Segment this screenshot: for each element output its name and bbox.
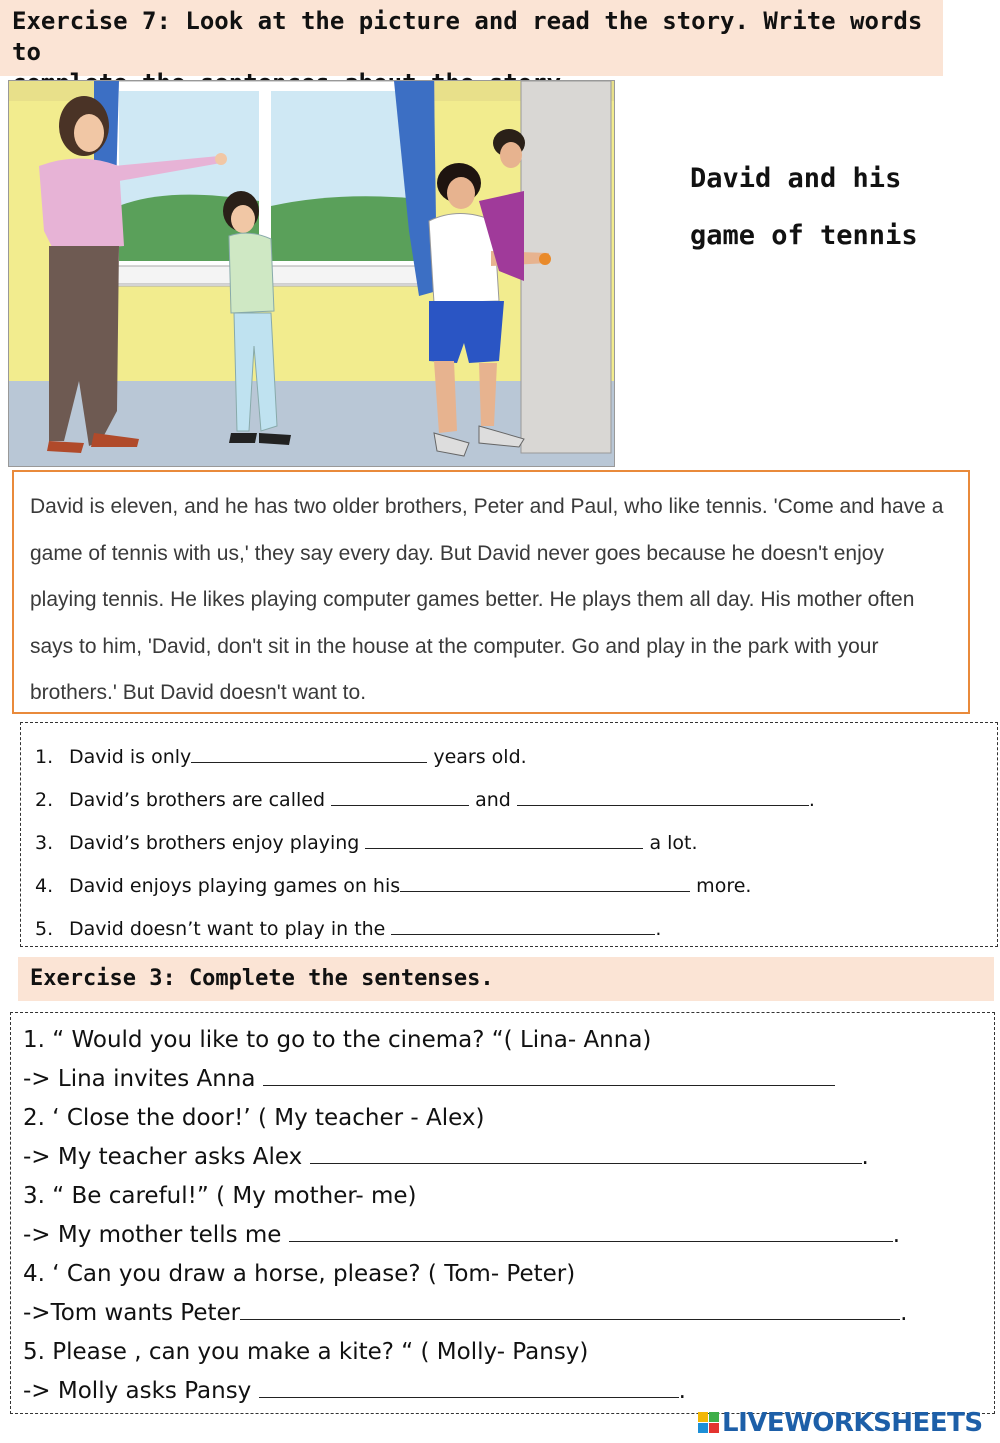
question-text-mid: and [469, 789, 517, 811]
answer-stem: -> Lina invites Anna [23, 1066, 263, 1092]
story-text-box [12, 470, 970, 714]
question-4 [35, 866, 997, 909]
question-number: 1. [35, 746, 54, 768]
answer-line-4 [23, 1294, 994, 1333]
answer-blank[interactable] [391, 915, 655, 935]
question-number: 5. [35, 918, 54, 940]
answer-end: . [900, 1300, 908, 1326]
liveworksheets-mark-icon [698, 1412, 720, 1434]
story-text: David is eleven, and he has two older brothers, Peter and Paul, who like tennis. 'Come and have a game of tennis with us,' they say every day. But David never goes because he doesn't enjoy playing tennis. He likes playing computer games better. He plays them all day. His mother often says to him, 'David, don't sit in the house at the computer. Go and play in the park with your brothers.' But David doesn't want to. [30, 495, 944, 704]
prompt-5: 5. Please , can you make a kite? “ ( Molly- Pansy) [23, 1339, 589, 1365]
question-number: 2. [35, 789, 54, 811]
answer-blank[interactable] [331, 786, 469, 806]
answer-blank[interactable] [191, 743, 427, 763]
question-3 [35, 823, 997, 866]
answer-stem: -> My teacher asks Alex [23, 1144, 310, 1170]
answer-line-2 [23, 1138, 994, 1177]
exercise3-header: Exercise 3: Complete the sentenses. [18, 957, 994, 1001]
question-number: 4. [35, 875, 54, 897]
answer-end: . [892, 1222, 901, 1248]
answer-end: . [678, 1378, 686, 1404]
question-number: 3. [35, 832, 54, 854]
prompt-4: 4. ‘ Can you draw a horse, please? ( Tom- Peter) [23, 1261, 576, 1287]
story-title-line1: David and his [690, 163, 902, 194]
story-illustration [8, 80, 615, 467]
exercise7-instruction-line1: Exercise 7: Look at the picture and read the story. Write words to [12, 7, 923, 66]
answer-stem: -> My mother tells me [23, 1222, 289, 1248]
answer-stem: -> Molly asks Pansy [23, 1378, 259, 1404]
answer-blank[interactable] [400, 872, 690, 892]
prompt-2: 2. ‘ Close the door!’ ( My teacher - Alex) [23, 1105, 485, 1131]
exercise7-questions [20, 722, 998, 947]
answer-stem: ->Tom wants Peter [23, 1300, 241, 1326]
exercise7-header [0, 0, 943, 76]
question-text-end: more. [690, 875, 752, 897]
answer-line-3 [23, 1216, 994, 1255]
question-text: David doesn’t want to play in the [69, 918, 392, 940]
story-title-line2: game of tennis [690, 220, 918, 251]
question-text: David is only [69, 746, 192, 768]
answer-blank[interactable] [517, 786, 809, 806]
question-text-end: a lot. [643, 832, 698, 854]
answer-blank[interactable] [289, 1222, 893, 1242]
question-text: David enjoys playing games on his [69, 875, 401, 897]
answer-blank[interactable] [263, 1066, 835, 1086]
answer-line-5 [23, 1372, 994, 1411]
exercise3-sentences [10, 1012, 995, 1414]
liveworksheets-logo [698, 1408, 983, 1438]
answer-blank[interactable] [310, 1144, 862, 1164]
answer-end: . [861, 1144, 869, 1170]
answer-line-1 [23, 1060, 994, 1099]
question-text: David’s brothers are called [69, 789, 332, 811]
question-text-end: years old. [427, 746, 527, 768]
question-2 [35, 780, 997, 823]
prompt-1: 1. “ Would you like to go to the cinema? “( Lina- Anna) [23, 1027, 652, 1053]
question-text-end: . [808, 789, 815, 811]
question-5 [35, 909, 997, 952]
answer-blank[interactable] [240, 1300, 900, 1320]
story-title [690, 150, 990, 264]
answer-blank[interactable] [259, 1378, 679, 1398]
question-text: David’s brothers enjoy playing [69, 832, 366, 854]
prompt-3: 3. “ Be careful!” ( My mother- me) [23, 1183, 417, 1209]
logo-text: LIVEWORKSHEETS [722, 1408, 983, 1438]
question-text-end: . [655, 918, 662, 940]
question-1 [35, 737, 997, 780]
answer-blank[interactable] [365, 829, 643, 849]
